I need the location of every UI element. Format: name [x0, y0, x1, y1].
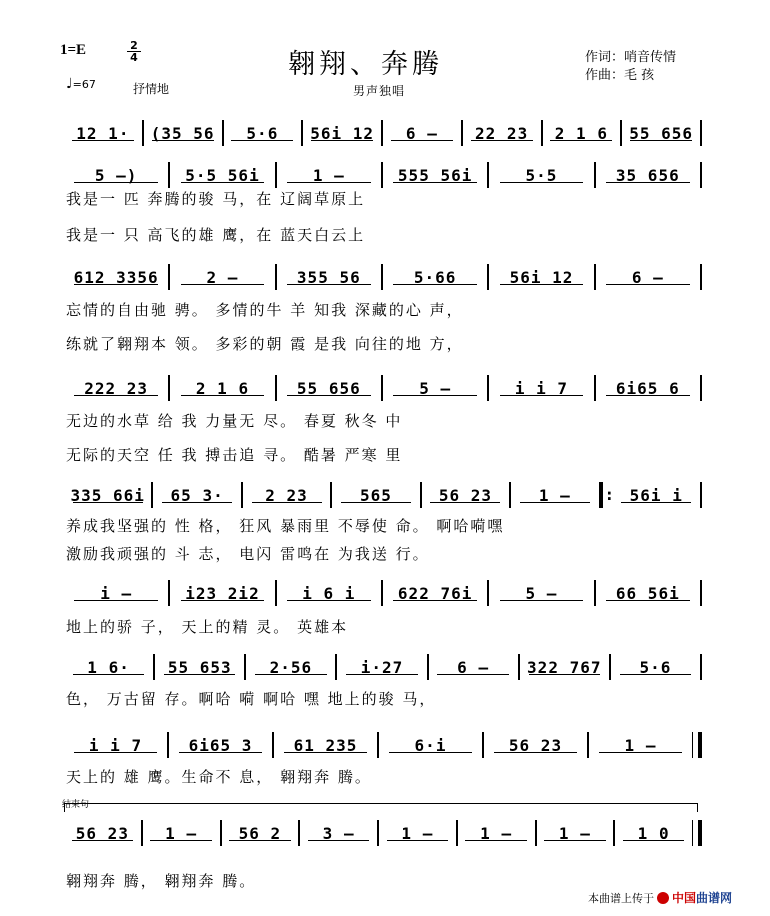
notation-row [64, 818, 702, 848]
note-group: 1 – [589, 736, 692, 755]
note-group: 5·6 [611, 658, 700, 677]
note-group: (35 56 [144, 124, 222, 143]
note-group: 1 – [458, 824, 535, 843]
note-group: 55 656 [622, 124, 700, 143]
lyric-line: 天上的 雄 鹰。生命不 息， 翱翔奔 腾。 [66, 768, 372, 786]
notation-row [64, 578, 702, 608]
notation-row [64, 160, 702, 190]
song-title: 翱翔、奔腾 [288, 49, 443, 80]
note-group: 5·6 [224, 124, 302, 143]
note-group: 1 – [379, 824, 456, 843]
barline [700, 375, 702, 401]
note-group: 5 – [489, 584, 593, 603]
barline [700, 482, 702, 508]
lyric-line: 地上的骄 子， 天上的精 灵。 英雄本 [66, 618, 349, 636]
notation-row [64, 373, 702, 403]
note-group: 56 23 [422, 486, 509, 505]
note-group: 555 56i [383, 166, 487, 185]
note-group: 612 3356 [64, 268, 168, 287]
note-group: i 6 i [277, 584, 381, 603]
ending-label: 结束句 [62, 800, 90, 810]
note-group: 56i 12 [489, 268, 593, 287]
note-group: 1 – [277, 166, 381, 185]
note-group: 61 235 [274, 736, 377, 755]
repeat-barline [599, 482, 613, 508]
site-logo-icon [657, 892, 669, 904]
lyric-line: 无边的水草 给 我 力量无 尽。 春夏 秋冬 中 [66, 412, 403, 430]
note-group: 622 76i [383, 584, 487, 603]
notation-row [64, 652, 702, 682]
note-group: 2 – [170, 268, 274, 287]
barline [700, 580, 702, 606]
note-group: 2 23 [243, 486, 330, 505]
lyric-line: 翱翔奔 腾， 翱翔奔 腾。 [66, 872, 257, 890]
note-group: 5·66 [383, 268, 487, 287]
final-barline [692, 820, 702, 846]
note-group: 55 656 [277, 379, 381, 398]
notation-row [64, 730, 702, 760]
note-group: 565 [332, 486, 419, 505]
note-group: i i 7 [64, 736, 167, 755]
voice-type: 男声独唱 [353, 84, 406, 98]
note-group: 56i i [613, 486, 700, 505]
note-group: 355 56 [277, 268, 381, 287]
lyric-line: 我是一 匹 奔腾的骏 马，在 辽阔草原上 [66, 190, 366, 208]
note-group: 6·i [379, 736, 482, 755]
time-signature-bottom: 4 [127, 51, 141, 63]
lyric-line: 练就了翱翔本 领。 多彩的朝 霞 是我 向往的地 方， [66, 335, 464, 353]
barline [700, 654, 702, 680]
notation-row [64, 262, 702, 292]
composer-credit: 作曲：毛 孩 [585, 68, 655, 83]
note-group: 65 3· [153, 486, 240, 505]
note-group: i23 2i2 [170, 584, 274, 603]
note-group: 3 – [300, 824, 377, 843]
note-group: 35 656 [596, 166, 700, 185]
note-group: i i 7 [489, 379, 593, 398]
note-group: 56 2 [222, 824, 299, 843]
lyric-line: 无际的天空 任 我 搏击追 寻。 酷暑 严寒 里 [66, 446, 403, 464]
note-group: 56 23 [484, 736, 587, 755]
quarter-note-icon: ♩ [66, 76, 73, 92]
tempo-value: =67 [72, 78, 96, 91]
note-group: 2·56 [246, 658, 335, 677]
barline [700, 120, 702, 146]
lyric-line: 养成我坚强的 性 格， 狂风 暴雨里 不辱使 命。 啊哈嗬嘿 [66, 517, 505, 535]
note-group: 66 56i [596, 584, 700, 603]
note-group: 5·5 56i [170, 166, 274, 185]
time-signature [127, 40, 141, 63]
footer-text: 本曲谱上传于 [587, 891, 654, 905]
note-group: 5·5 [489, 166, 593, 185]
note-group: 22 23 [463, 124, 541, 143]
note-group: 12 1· [64, 124, 142, 143]
notation-row [64, 480, 702, 510]
notation-row [64, 118, 702, 148]
time-signature-top: 2 [130, 39, 138, 52]
note-group: 322 767 [520, 658, 609, 677]
final-barline [692, 732, 702, 758]
note-group: 6 – [596, 268, 700, 287]
note-group: 56 23 [64, 824, 141, 843]
note-group: 6i65 3 [169, 736, 272, 755]
ending-bracket [64, 803, 698, 812]
note-group: 6 – [429, 658, 518, 677]
note-group: 1 0 [615, 824, 692, 843]
note-group: 222 23 [64, 379, 168, 398]
note-group: 2 1 6 [170, 379, 274, 398]
note-group: 1 – [511, 486, 598, 505]
note-group: i·27 [337, 658, 426, 677]
note-group: 5 – [383, 379, 487, 398]
lyricist-credit: 作词：哨音传情 [585, 50, 677, 65]
note-group: 335 66i [64, 486, 151, 505]
note-group: 55 653 [155, 658, 244, 677]
footer-credit [588, 889, 732, 906]
expression-marking: 抒情地 [133, 82, 170, 96]
barline [700, 264, 702, 290]
note-group: 56i 12 [303, 124, 381, 143]
note-group: 1 – [143, 824, 220, 843]
tempo-marking [66, 76, 96, 92]
note-group: 6 – [383, 124, 461, 143]
lyric-line: 色， 万古留 存。啊哈 嗬 啊哈 嘿 地上的骏 马， [66, 690, 437, 708]
note-group: i – [64, 584, 168, 603]
barline [700, 162, 702, 188]
note-group: 1 6· [64, 658, 153, 677]
note-group: 6i65 6 [596, 379, 700, 398]
note-group: 5 –) [64, 166, 168, 185]
lyric-line: 我是一 只 高飞的雄 鹰，在 蓝天白云上 [66, 226, 366, 244]
note-group: 2 1 6 [543, 124, 621, 143]
note-group: 1 – [537, 824, 614, 843]
key-signature: 1=E [60, 42, 87, 58]
lyric-line: 忘情的自由驰 骋。 多情的牛 羊 知我 深藏的心 声， [66, 301, 464, 319]
site-logo: 中国曲谱网 [671, 891, 732, 905]
lyric-line: 激励我顽强的 斗 志， 电闪 雷鸣在 为我送 行。 [66, 545, 430, 563]
